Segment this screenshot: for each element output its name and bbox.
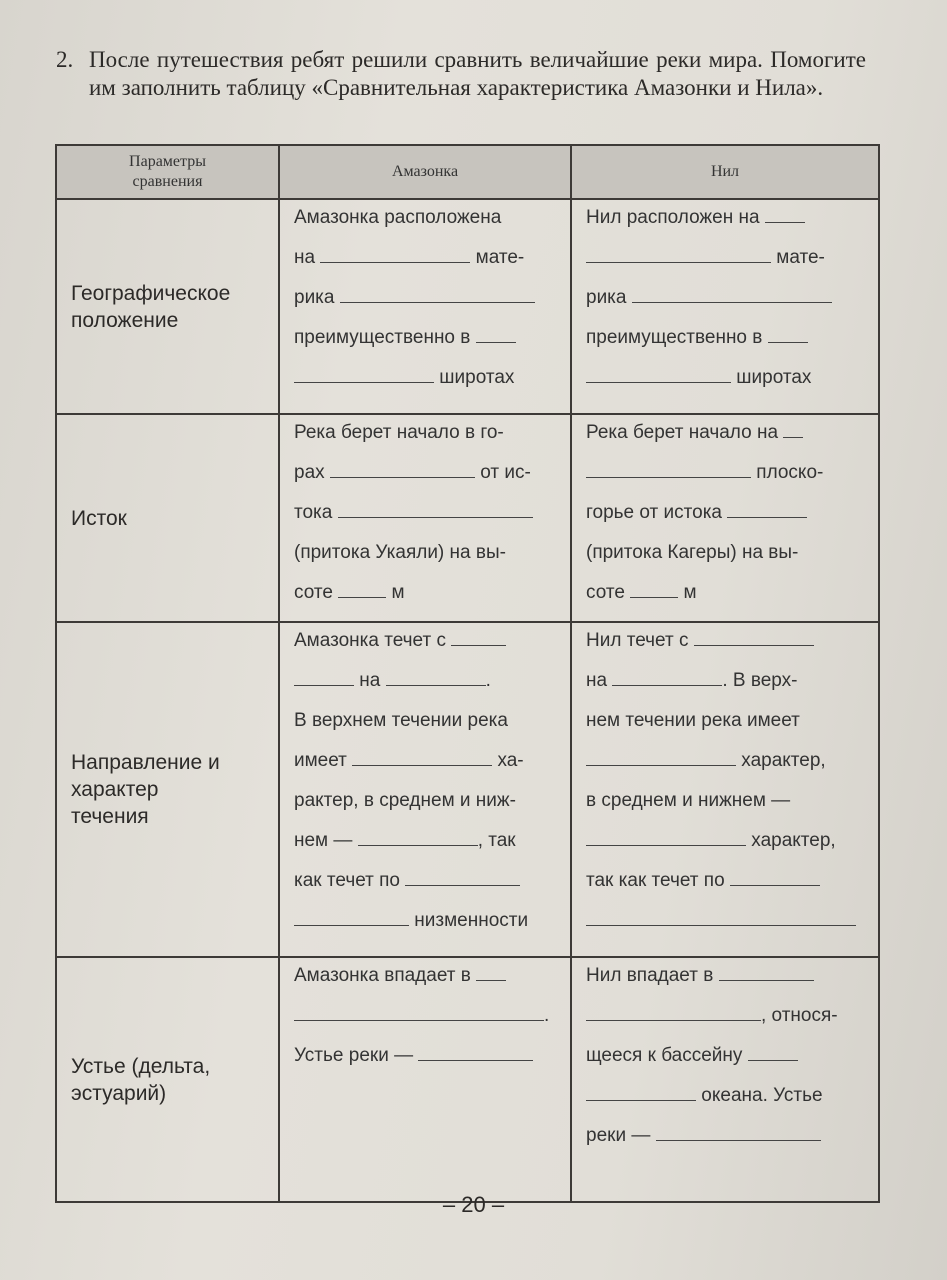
answer-blank[interactable] [476,964,506,981]
answer-blank[interactable] [294,366,434,383]
table-row [56,199,879,414]
answer-blank[interactable] [748,1044,798,1061]
cell-text: Амазонка течет с [294,630,446,651]
cell-text: широтах [439,367,515,388]
amazon-mouth-cell [279,957,571,1202]
answer-blank[interactable] [630,581,678,598]
cell-text: соте [294,582,333,603]
header-nile: Нил [571,145,879,199]
cell-text: рактер, в среднем и ниж- [294,790,516,811]
answer-blank[interactable] [418,1044,533,1061]
cell-text: преимущественно в [294,327,471,348]
answer-blank[interactable] [632,286,832,303]
answer-blank[interactable] [586,461,751,478]
header-parameters: Параметры сравнения [56,145,279,199]
answer-blank[interactable] [586,909,856,926]
table-row [56,622,879,957]
answer-blank[interactable] [727,501,807,518]
cell-text: океана. Устье [701,1085,823,1106]
answer-blank[interactable] [765,206,805,223]
cell-text: на [294,247,316,268]
answer-blank[interactable] [338,581,386,598]
answer-blank[interactable] [730,869,820,886]
answer-blank[interactable] [294,1004,544,1021]
cell-text: реки — [586,1125,651,1146]
answer-blank[interactable] [586,1004,761,1021]
cell-text: , так [477,830,516,851]
answer-blank[interactable] [386,669,486,686]
answer-blank[interactable] [586,1084,696,1101]
answer-blank[interactable] [586,749,736,766]
param-label: Направление и характер течения [56,622,279,957]
cell-text: плоско- [756,462,824,483]
answer-blank[interactable] [719,964,814,981]
cell-text: (притока Кагеры) на вы- [586,542,799,563]
cell-text: Река берет начало в го- [294,422,504,443]
cell-text: характер, [751,830,836,851]
nile-mouth-cell [571,957,879,1202]
cell-text: рика [294,287,335,308]
cell-text: Река берет начало на [586,422,779,443]
header-amazon: Амазонка [279,145,571,199]
cell-text: низменности [414,910,529,931]
cell-text: ха- [497,750,524,771]
cell-text: Устье реки — [294,1045,414,1066]
answer-blank[interactable] [783,421,803,438]
amazon-source-cell [279,414,571,622]
comparison-table [55,144,880,1203]
cell-text: щееся к бассейну [586,1045,743,1066]
cell-text: рика [586,287,627,308]
cell-text: нем — [294,830,353,851]
cell-text: . [485,670,491,691]
task-statement [56,46,866,102]
answer-blank[interactable] [338,501,533,518]
task-number: 2. [56,47,74,72]
table-row [56,414,879,622]
task-text: После путешествия ребят решили сравнить величайшие реки мира. Помогите им заполнить таблицу «Сравнительная характеристика Амазонки и Нила». [89,47,866,100]
cell-text: соте [586,582,625,603]
answer-blank[interactable] [768,326,808,343]
cell-text: . [544,1005,550,1026]
cell-text: (притока Укаяли) на вы- [294,542,506,563]
nile-source-cell [571,414,879,622]
answer-blank[interactable] [656,1124,821,1141]
answer-blank[interactable] [330,461,475,478]
cell-text: от ис- [480,462,531,483]
answer-blank[interactable] [586,829,746,846]
cell-text: на [586,670,608,691]
table-row [56,957,879,1202]
cell-text: В верхнем течении река [294,710,508,731]
page-number: – 20 – [442,1192,505,1217]
cell-text: имеет [294,750,347,771]
cell-text: в среднем и нижнем — [586,790,791,811]
cell-text: преимущественно в [586,327,763,348]
cell-text: горье от истока [586,502,722,523]
cell-text: нем течении река имеет [586,710,800,731]
cell-text: на [359,670,381,691]
param-label: Устье (дельта, эстуарий) [56,957,279,1202]
answer-blank[interactable] [358,829,478,846]
answer-blank[interactable] [320,246,470,263]
cell-text: м [391,582,405,603]
answer-blank[interactable] [352,749,492,766]
answer-blank[interactable] [294,669,354,686]
param-label: Исток [56,414,279,622]
cell-text: Нил расположен на [586,207,760,228]
answer-blank[interactable] [586,366,731,383]
amazon-flow-cell [279,622,571,957]
cell-text: , относя- [761,1005,838,1026]
answer-blank[interactable] [586,246,771,263]
cell-text: рах [294,462,325,483]
cell-text: как течет по [294,870,400,891]
table-header-row [56,145,879,199]
answer-blank[interactable] [294,909,409,926]
cell-text: . В верх- [722,670,798,691]
answer-blank[interactable] [340,286,535,303]
cell-text: характер, [741,750,826,771]
nile-geo-cell [571,199,879,414]
answer-blank[interactable] [405,869,520,886]
amazon-geo-cell [279,199,571,414]
cell-text: широтах [736,367,812,388]
cell-text: Амазонка впадает в [294,965,471,986]
cell-text: мате- [776,247,825,268]
answer-blank[interactable] [476,326,516,343]
cell-text: м [683,582,697,603]
cell-text: мате- [475,247,525,268]
nile-flow-cell [571,622,879,957]
cell-text: Нил впадает в [586,965,714,986]
cell-text: так как течет по [586,870,725,891]
answer-blank[interactable] [612,669,722,686]
answer-blank[interactable] [451,629,506,646]
cell-text: тока [294,502,333,523]
answer-blank[interactable] [694,629,814,646]
cell-text: Нил течет с [586,630,689,651]
cell-text: Амазонка расположена [294,207,502,228]
param-label: Географическое положение [56,199,279,414]
